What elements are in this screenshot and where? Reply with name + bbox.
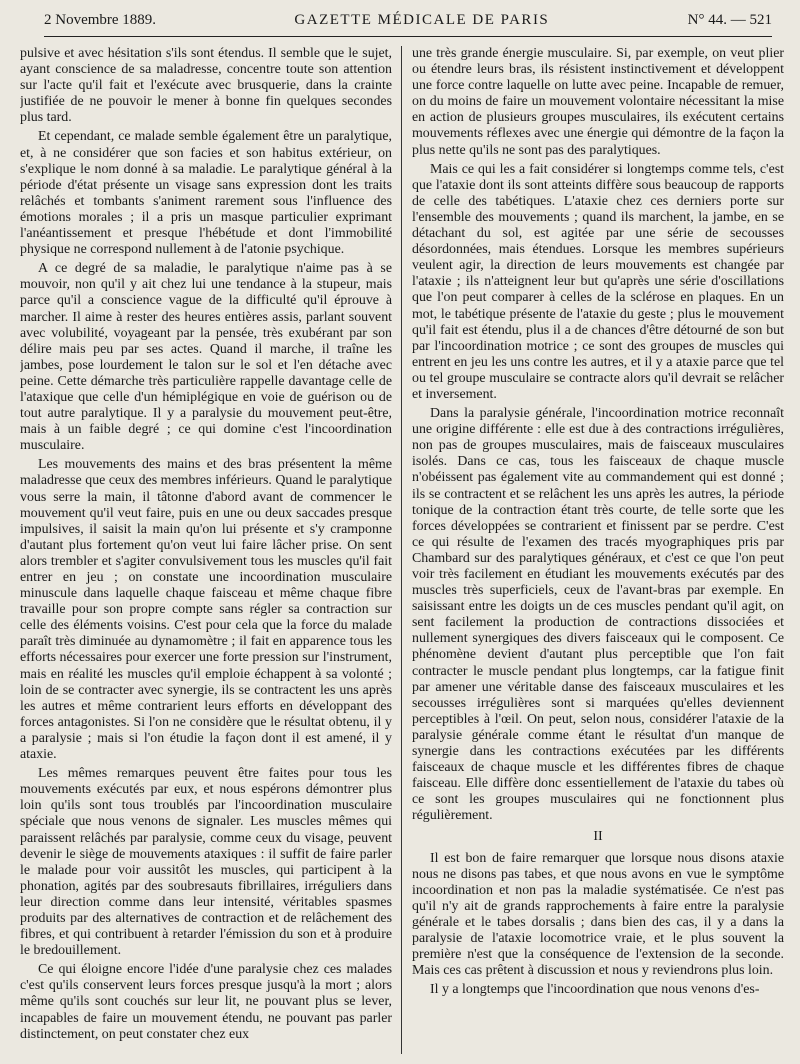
paragraph: A ce degré de sa maladie, le paralytique n'aime pas à se mouvoir, non qu'il y ait chez lui une tendance à la stupeur, mais parce qu'il a conscience vague de la difficulté qu'il éprouve à marcher. Il aime à rester des heures entières assis, parlant souvent avec volubilité, voyageant par la pensée, très exubérant par son délire mais peu par ses actes. Quand il marche, il traîne les jambes, pose lourdement le talon sur le sol et l'en détache avec peine. Cette démarche très particulière rappelle davantage celle de l'ataxique que celle d'un hémiplégique en voie de guérison ou de tout autre paralytique. Il y a paralysie du mouvement peut-être, mais à un faible degré ; ce qui domine c'est l'incoordination musculaire. (20, 261, 392, 454)
page-number: N° 44. — 521 (687, 12, 772, 28)
paragraph: Dans la paralysie générale, l'incoordination motrice reconnaît une origine différente : elle est due à des contractions irrégulières, non pas de groupes musculaires, mais de faisceaux musculaires isolés. Dans ce cas, tous les faisceaux de chaque muscle n'obéissent pas également vite au commandement qui est donné ; ils se contractent et se relâchent les uns après les autres, la période tonique de la contraction étant très courte, de telle sorte que les forces développées se contrarient et finissent par se perdre. C'est ce qui résulte de l'examen des tracés myographiques pris par Chambard sur des paralytiques généraux, et c'est ce que l'on peut voir très facilement en étudiant les mouvements exécutés par des muscles très superficiels, ceux de l'avant-bras par exemple. En saisissant entre les doigts un de ces muscles pendant qu'il agit, on sent facilement la production de contractions dissociées et nullement synergiques des divers faisceaux qui le composent. Ce phénomène devient d'autant plus perceptible que l'on fait contracter le muscle pendant plus longtemps, car la fatigue finit par amener une véritable danse des faisceaux musculaires et les secousses irrégulières sont si marquées qu'elles deviennent perceptibles à l'œil. On peut, selon nous, considérer l'ataxie de la paralysie générale comme étant le résultat d'un manque de synergie dans les contractions exécutées par les différents faisceaux de chaque muscle et les différentes fibres de chaque faisceau. Elle diffère donc essentiellement de l'ataxie du tabes où ce sont les groupes musculaires qui ne fonctionnent plus régulièrement. (412, 406, 784, 824)
journal-title: GAZETTE MÉDICALE DE PARIS (294, 12, 550, 28)
paragraph: Les mêmes remarques peuvent être faites pour tous les mouvements exécutés par eux, et nous espérons démontrer plus loin qu'ils sont tous troublés par l'incoordination musculaire spéciale que nous venons de signaler. Les muscles mêmes qui paraissent relâchés par paralysie, comme ceux du visage, peuvent devenir le siège de mouvements ataxiques : il suffit de faire parler le malade pour voir aussitôt les muscles, qui participent à la phonation, agités par des soubresauts fibrillaires, irréguliers dans leur direction comme dans leur intensité, véritables spasmes produits par des alternatives de contraction et de relâchement des fibres, et qui contribuent à retarder l'émission du son et à produire le bredouillement. (20, 766, 392, 959)
column-divider (401, 46, 402, 1054)
section-heading: II (593, 828, 603, 844)
header-date: 2 Novembre 1889. (44, 12, 157, 28)
paragraph: une très grande énergie musculaire. Si, par exemple, on veut plier ou étendre leurs bras, ils résistent instinctivement et développent une force contre laquelle on lutte avec peine. Incapable de remuer, on du moins de faire un mouvement volontaire nécessitant la mise en action de plusieurs groupes musculaires, ils exécutent certains mouvements réflexes avec une énergie qui démontre de la façon la plus nette qu'ils ne sont pas des paralytiques. (412, 46, 784, 158)
paragraph: Mais ce qui les a fait considérer si longtemps comme tels, c'est que l'ataxie dont ils sont atteints diffère sous beaucoup de rapports de celle des tabétiques. L'ataxie chez ces derniers porte sur l'ensemble des mouvements ; quand ils marchent, la jambe, en se détachant du sol, est agitée par une série de secousses désordonnées, mais étendues. Lorsque les membres supérieurs veulent agir, la direction de leurs mouvements est changée par l'ataxie ; ils n'atteignent leur but qu'après une série d'oscillations que l'on peut comparer à celles de la sclérose en plaques. En un mot, le tabétique présente de l'ataxie du geste ; plus le mouvement qu'il fait est étendu, plus il a de chances d'être détourné de son but par l'incoordination motrice ; ce sont des groupes de muscles qui entrent en jeu les uns contre les autres, et il y a ataxie parce que tel ou tel groupe musculaire se contracte alors qu'il devrait se relâcher et inversement. (412, 161, 784, 402)
paragraph: Il y a longtemps que l'incoordination que nous venons d'es- (430, 982, 760, 998)
paragraph: Et cependant, ce malade semble également être un paralytique, et, à ne considérer que son facies et son habitus extérieur, on s'explique le nom donné à sa maladie. Le paralytique général à la période d'état présente un visage sans expression dont les traits relâchés et tombants s'animent rarement sous l'influence des émotions morales ; il a pris un masque particulier exprimant l'anéantissement et presque l'hébétude et dont l'immobilité physique ne correspond nullement à de l'atonie psychique. (20, 129, 392, 258)
right-column (412, 46, 784, 1054)
paragraph: pulsive et avec hésitation s'ils sont étendus. Il semble que le sujet, ayant conscience de sa maladresse, concentre toute son attention sur l'acte qu'il fait et l'exécute avec brusquerie, dans la crainte justifiée de ne pouvoir le mener à bonne fin quelques secondes plus tard. (20, 46, 392, 126)
paragraph: Les mouvements des mains et des bras présentent la même maladresse que ceux des membres inférieurs. Quand le paralytique vous serre la main, il tâtonne d'abord avant de commencer le mouvement qu'il veut faire, puis en une ou deux saccades presque impulsives, il saisit la main qu'on lui présente et s'y cramponne d'autant plus fortement qu'on veut lui faire lâcher prise. On sent alors trembler et s'agiter convulsivement tous les muscles qu'il fait entrer en jeu ; on constate une incoordination musculaire minuscule dans laquelle chaque faisceau et même chaque fibre travaille pour son propre compte sans régler sa contraction sur celle des éléments voisins. C'est pour cela que la force du malade paraît très diminuée au dynamomètre ; il fait en apparence tous les efforts nécessaires pour exercer une forte pression sur l'instrument, mais en réalité les muscles qu'il emploie échappent à sa volonté ; loin de se contracter avec synergie, ils se contractent les uns après les autres et même contrarient leurs efforts en développant des forces antagonistes. Si l'on ne considère que le résultat obtenu, il y a paralysie ; mais si l'on étudie la façon dont il est amené, il y ataxie. (20, 457, 392, 763)
paragraph: Il est bon de faire remarquer que lorsque nous disons ataxie nous ne disons pas tabes, et que nous avons en vue le symptôme incoordination et non pas la maladie systématisée. Ce n'est pas qu'il n'y ait de grands rapprochements à faire entre la paralysie générale et le tabes dorsalis ; dans bien des cas, il y a dans la paralysie de l'ataxie locomotrice vraie, et le plus souvent la première n'est que la conséquence de l'extension de la seconde. Mais ces cas prêtent à discussion et nous y reviendrons plus loin. (412, 850, 784, 979)
paragraph: Ce qui éloigne encore l'idée d'une paralysie chez ces malades c'est qu'ils conservent leurs forces presque jusqu'à la mort ; alors même qu'ils sont couchés sur leur lit, ne pouvant plus se lever, incapables de faire un mouvement étendu, ne pouvant pas parler distinctement, on peut constater chez eux (20, 962, 392, 1042)
page-header (44, 12, 772, 37)
left-column (20, 46, 392, 1054)
